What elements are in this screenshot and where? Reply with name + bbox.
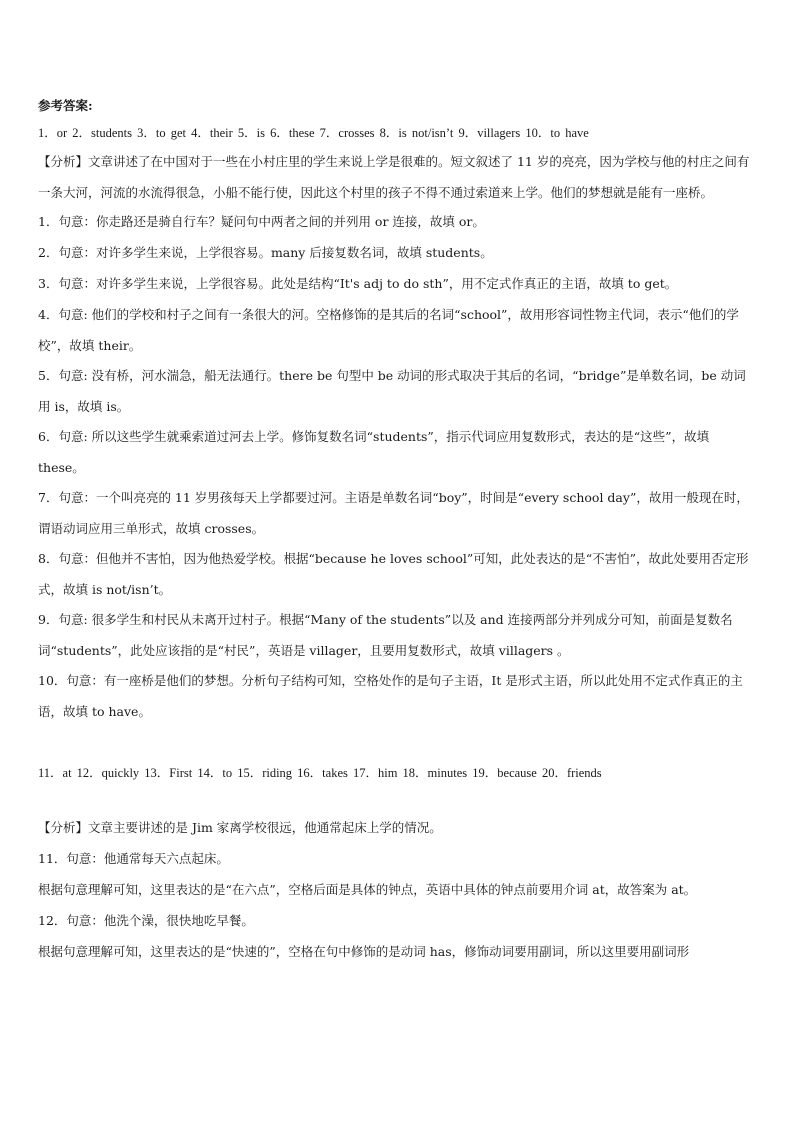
explanation-1: 1．句意：你走路还是骑自行车？疑问句中两者之间的并列用 or 连接，故填 or。 <box>38 214 485 229</box>
spacer <box>38 792 758 818</box>
explanation-2: 2．句意：对许多学生来说，上学很容易。many 后接复数名词，故填 students。 <box>38 245 493 260</box>
explanation-3: 3．句意：对许多学生来说，上学很容易。此处是结构“It's adj to do sth”，用不定式作真正的主语，故填 to get。 <box>38 276 678 291</box>
explanation-6: 6．句意: 所以这些学生就乘索道过河去上学。修饰复数名词“students”，指示代词应用复数形式，表达的是“这些”，故填 these。 <box>38 429 710 475</box>
explanation-11-reason: 根据句意理解可知，这里表达的是“在六点”，空格后面是具体的钟点，英语中具体的钟点前要用介词 at，故答案为 at。 <box>38 882 697 897</box>
explanation-11-meaning: 11．句意：他通常每天六点起床。 <box>38 851 229 866</box>
analysis-passage-1: 【分析】文章讲述了在中国对于一些在小村庄里的学生来说上学是很难的。短文叙述了 11 岁的亮亮，因为学校与他的村庄之间有一条大河，河流的水流得很急，小船不能行使，因此这个村里的孩子不得不通过索道来上学。他们的梦想就是能有一座桥。 <box>38 154 750 200</box>
explanation-8: 8．句意：但他并不害怕，因为他热爱学校。根据“because he loves school”可知，此处表达的是“不害怕”，故此处要用否定形式，故填 is not/isn’t。 <box>38 551 749 597</box>
explanation-4: 4．句意: 他们的学校和村子之间有一条很大的河。空格修饰的是其后的名词“school”，故用形容词性物主代词，表示“他们的学校”，故填 their。 <box>38 307 739 353</box>
explanation-9: 9．句意: 很多学生和村民从未离开过村子。根据“Many of the students”以及 and 连接两部分并列成分可知，前面是复数名词“students”，此处应该指的是“村民”，英语是 villager，且要用复数形式，故填 villagers 。 <box>38 612 733 658</box>
answer-document <box>38 96 758 973</box>
spacer <box>38 732 758 763</box>
explanation-12-meaning: 12．句意：他洗个澡，很快地吃早餐。 <box>38 913 254 928</box>
explanation-5: 5．句意: 没有桥，河水湍急，船无法通行。there be 句型中 be 动词的形式取决于其后的名词，“bridge”是单数名词，be 动词用 is，故填 is。 <box>38 368 746 414</box>
explanation-10: 10．句意：有一座桥是他们的梦想。分析句子结构可知，空格处作的是句子主语，It 是形式主语，所以此处用不定式作真正的主语，故填 to have。 <box>38 673 743 719</box>
explanation-12-reason: 根据句意理解可知，这里表达的是“快速的”，空格在句中修饰的是动词 has，修饰动词要用副词，所以这里要用副词形 <box>38 944 690 959</box>
analysis-passage-2: 【分析】文章主要讲述的是 Jim 家离学校很远，他通常起床上学的情况。 <box>38 820 442 835</box>
explanation-7: 7．句意：一个叫亮亮的 11 岁男孩每天上学都要过河。主语是单数名词“boy”，时间是“every school day”，故用一般现在时，谓语动词应用三单形式，故填 crosses。 <box>38 490 749 536</box>
answer-key-1-10: 1．or 2．students 3．to get 4．their 5．is 6．these 7．crosses 8．is not/isn’t 9．villagers 10．to have <box>38 126 589 140</box>
answer-key-11-20: 11．at 12．quickly 13．First 14．to 15．riding 16．takes 17．him 18．minutes 19．because 20．friends <box>38 766 602 780</box>
answer-heading: 参考答案: <box>38 98 93 113</box>
